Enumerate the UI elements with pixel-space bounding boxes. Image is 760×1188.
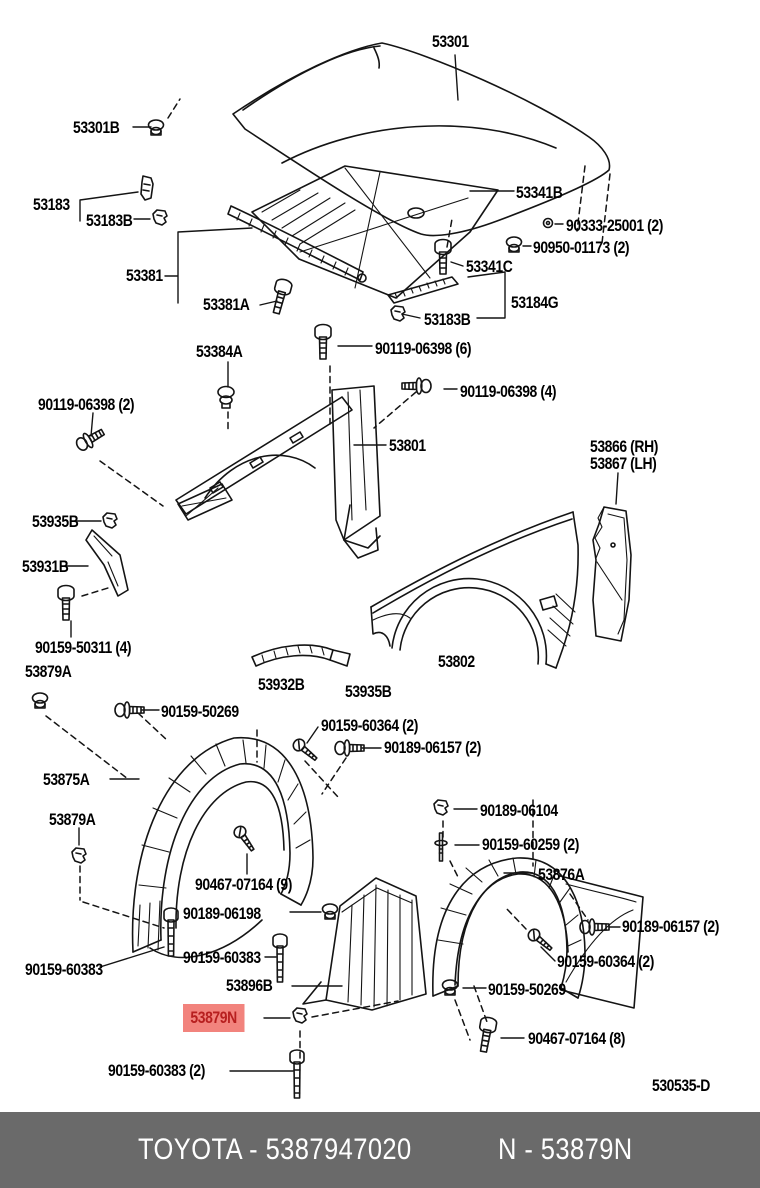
- grommet-icon: [33, 693, 48, 708]
- part-label-90119-06398-2: 90119-06398 (2): [38, 395, 135, 414]
- part-label-53876a: 53876A: [538, 865, 585, 884]
- part-label-53384a: 53384A: [196, 342, 243, 361]
- fastener-icons: [33, 120, 610, 1098]
- part-label-53931b: 53931B: [22, 557, 69, 576]
- part-label-53879a-2: 53879A: [49, 810, 96, 829]
- part-label-90159-60259: 90159-60259 (2): [482, 835, 579, 854]
- screw-icon: [291, 737, 320, 764]
- grommet-icon: [507, 237, 522, 252]
- part-label-53183: 53183: [33, 195, 70, 214]
- bolt-icon: [115, 702, 144, 718]
- washer-icon: [544, 219, 553, 228]
- clip-icon: [72, 848, 86, 863]
- part-label-90159-60383-2: 90159-60383 (2): [108, 1061, 205, 1080]
- part-label-53802: 53802: [438, 652, 475, 671]
- apron-assembly-drawing: [176, 386, 380, 558]
- part-label-53875a: 53875A: [43, 770, 90, 789]
- part-label-53381a: 53381A: [203, 295, 250, 314]
- grommet-icon: [218, 387, 234, 409]
- screw-icon: [526, 927, 555, 954]
- footer-bar: [0, 1112, 760, 1188]
- footer-part-code: N - 53879N: [498, 1133, 633, 1166]
- clip-icon: [103, 513, 117, 528]
- side-shield-drawing: [593, 507, 631, 641]
- part-label-90333-25001: 90333-25001 (2): [566, 216, 663, 235]
- part-label-53801: 53801: [389, 436, 426, 455]
- part-label-53932b: 53932B: [258, 675, 305, 694]
- part-label-90159-50269-1: 90159-50269: [161, 702, 239, 721]
- part-label-90159-60383-a: 90159-60383: [25, 960, 103, 979]
- part-label-90189-06104: 90189-06104: [480, 801, 558, 820]
- part-label-53183b-2: 53183B: [424, 310, 471, 329]
- part-label-90119-06398-4: 90119-06398 (4): [460, 382, 557, 401]
- part-label-53341b: 53341B: [516, 183, 563, 202]
- part-label-90159-60364-2: 90159-60364 (2): [557, 952, 654, 971]
- part-label-90159-50269-2: 90159-50269: [488, 980, 566, 999]
- clip-icon: [293, 1008, 307, 1023]
- clip-icon: [141, 176, 153, 200]
- lower-cover-drawing: [303, 878, 426, 1010]
- part-label-53866-rh: 53866 (RH): [590, 437, 658, 456]
- part-label-90189-06157-1: 90189-06157 (2): [384, 738, 481, 757]
- part-label-90950-01173: 90950-01173 (2): [533, 238, 630, 257]
- part-label-53301: 53301: [432, 32, 469, 51]
- clip-icon: [391, 306, 405, 321]
- part-label-53879a-1: 53879A: [25, 662, 72, 681]
- footer-part-number: TOYOTA - 5387947020: [138, 1133, 412, 1166]
- left-fender-liner-drawing: [133, 738, 313, 958]
- vent-garnish-drawing: [388, 277, 458, 303]
- part-label-90189-06157-2: 90189-06157 (2): [622, 917, 719, 936]
- radiator-support-strip-drawing: [252, 645, 350, 666]
- part-label-90159-60364-1: 90159-60364 (2): [321, 716, 418, 735]
- part-label-53183b-1: 53183B: [86, 211, 133, 230]
- bolt-icon: [58, 586, 74, 621]
- figure-code-label: 530535-D: [652, 1076, 710, 1095]
- bolt-icon: [335, 740, 364, 756]
- bolt-icon: [290, 1050, 304, 1098]
- bolt-icon: [402, 378, 431, 394]
- part-label-53381: 53381: [126, 266, 163, 285]
- bolt-icon: [273, 934, 287, 982]
- part-label-90159-50311: 90159-50311 (4): [35, 638, 132, 657]
- part-label-90119-06398-6: 90119-06398 (6): [375, 339, 472, 358]
- bolt-icon: [74, 425, 107, 453]
- part-label-53935b-1: 53935B: [32, 512, 79, 531]
- part-label-53896b: 53896B: [226, 976, 273, 995]
- fender-drawing: [371, 512, 578, 668]
- part-label-53184g: 53184G: [511, 293, 559, 312]
- part-label-53301b: 53301B: [73, 118, 120, 137]
- part-label-53879N-highlighted: 53879N: [183, 1004, 244, 1032]
- bolt-icon: [269, 278, 293, 315]
- part-label-90189-06198: 90189-06198: [183, 904, 261, 923]
- part-label-90467-07164-9: 90467-07164 (9): [195, 875, 292, 894]
- stud-icon: [435, 833, 447, 861]
- screw-icon: [232, 824, 258, 853]
- clip-icon: [153, 210, 167, 225]
- part-label-53867-lh: 53867 (LH): [590, 454, 657, 473]
- hood-stay-bracket-drawing: [86, 530, 128, 596]
- part-label-90159-60383-b: 90159-60383: [183, 948, 261, 967]
- bolt-icon: [315, 325, 331, 360]
- grommet-icon: [323, 904, 338, 919]
- clip-icon: [434, 800, 448, 815]
- hood-panel-drawing: [233, 43, 610, 235]
- part-label-53341c: 53341C: [466, 257, 513, 276]
- part-label-90467-07164-8: 90467-07164 (8): [528, 1029, 625, 1048]
- part-label-53935b-2: 53935B: [345, 682, 392, 701]
